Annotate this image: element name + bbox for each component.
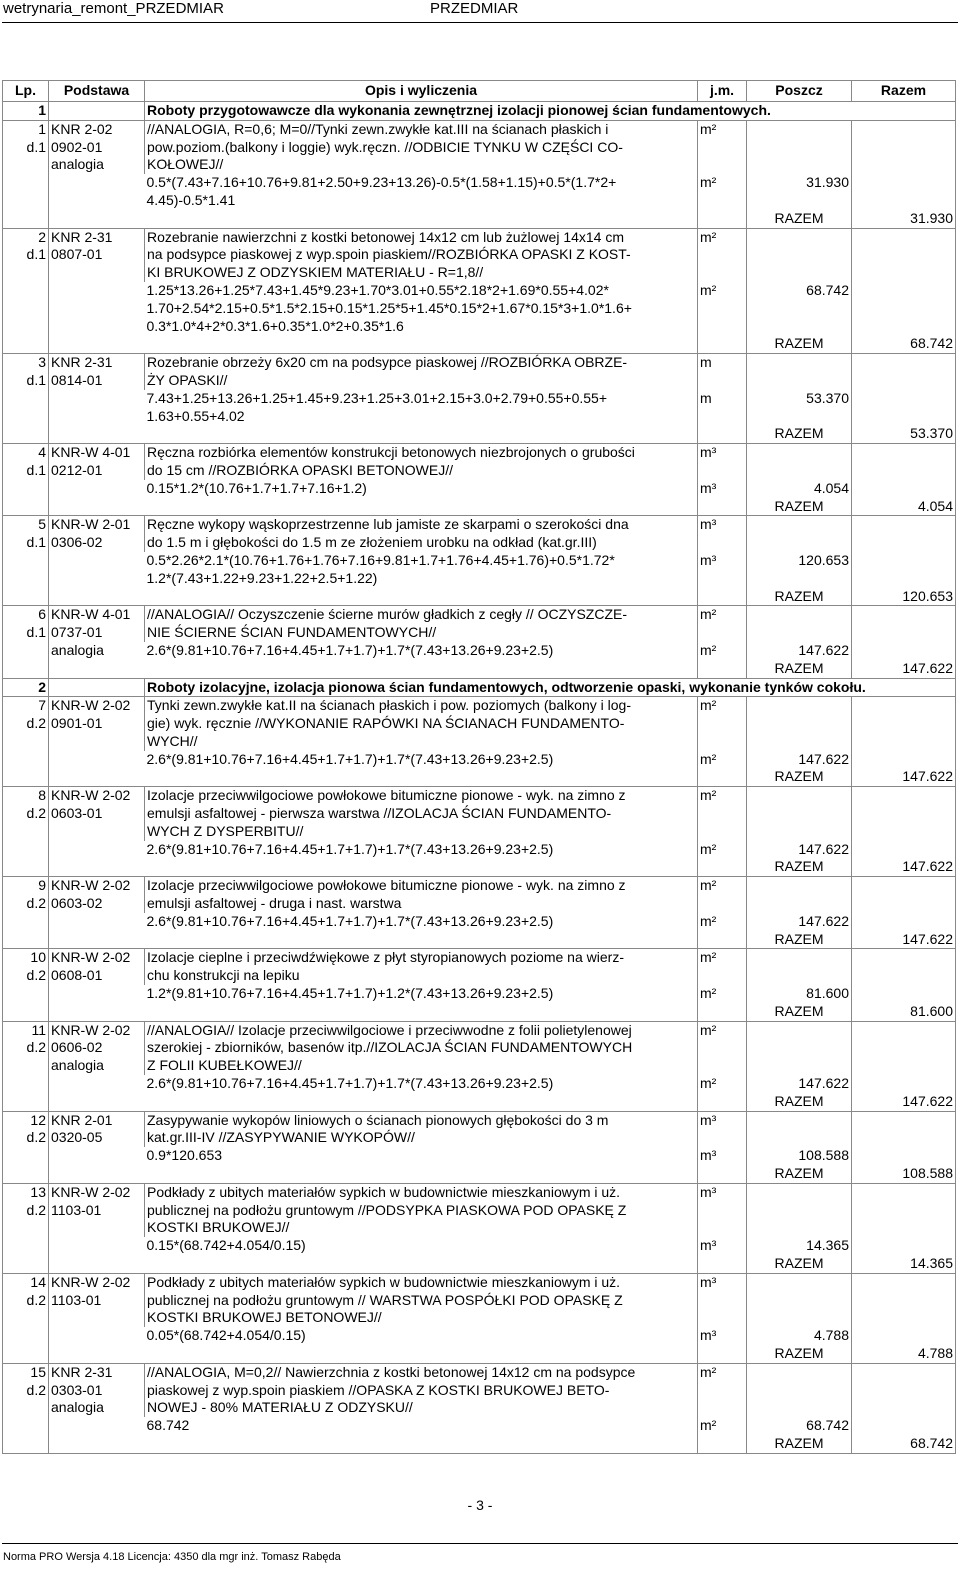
item-poszcz-value: 4.788: [747, 1327, 852, 1345]
item-razem-empty: [852, 751, 956, 769]
item-row: [3, 606, 956, 642]
item-total-empty: [145, 1435, 698, 1453]
item-total-row: [3, 660, 956, 678]
item-poszcz-empty: [747, 354, 852, 390]
item-razem-empty: [852, 174, 956, 210]
item-calc-row: [3, 1075, 956, 1093]
item-lp: 9 d.2: [3, 877, 49, 949]
item-total-empty: [145, 210, 698, 228]
item-total-unit-empty: [698, 588, 747, 606]
item-razem-empty: [852, 354, 956, 390]
item-calc-row: [3, 480, 956, 498]
item-poszcz-value: 68.742: [747, 1417, 852, 1435]
item-razem-empty: [852, 697, 956, 751]
item-razem-empty: [852, 949, 956, 985]
item-lp: 6 d.1: [3, 606, 49, 678]
item-total-empty: [145, 498, 698, 516]
header-title: PRZEDMIAR: [430, 0, 519, 17]
item-total-row: [3, 1003, 956, 1021]
item-calc-unit: m²: [698, 642, 747, 660]
item-unit: m²: [698, 1363, 747, 1417]
item-calc-unit: m²: [698, 1417, 747, 1435]
item-total-empty: [145, 931, 698, 949]
item-row: [3, 1183, 956, 1237]
item-poszcz-empty: [747, 877, 852, 913]
item-calc-row: [3, 985, 956, 1003]
item-poszcz-value: 147.622: [747, 913, 852, 931]
item-calc-unit: m³: [698, 1237, 747, 1255]
item-unit: m²: [698, 1021, 747, 1075]
item-total-label: RAZEM: [747, 335, 852, 353]
item-total-value: 108.588: [852, 1165, 956, 1183]
item-total-unit-empty: [698, 660, 747, 678]
item-calc-row: [3, 552, 956, 588]
item-poszcz-value: 14.365: [747, 1237, 852, 1255]
item-razem-empty: [852, 1237, 956, 1255]
item-description: Podkłady z ubitych materiałów sypkich w budownictwie mieszkaniowym i uż. publicznej na podłożu gruntowym //PODSYPKA PIASKOWA POD OPASKĘ Z KOSTKI BRUKOWEJ//: [145, 1183, 698, 1237]
item-calc-row: [3, 751, 956, 769]
item-lp: 2 d.1: [3, 228, 49, 354]
item-unit: m²: [698, 877, 747, 913]
page-number: - 3 -: [467, 1497, 493, 1513]
item-poszcz-empty: [747, 120, 852, 174]
item-calculation: 0.9*120.653: [146, 1147, 223, 1164]
item-total-empty: [145, 1165, 698, 1183]
item-razem-empty: [852, 1183, 956, 1237]
item-total-label: RAZEM: [747, 498, 852, 516]
item-total-empty: [145, 335, 698, 353]
column-header-podstawa: Podstawa: [49, 81, 145, 102]
item-calc-row: [3, 841, 956, 859]
item-description: Ręczne wykopy wąskoprzestrzenne lub jamiste ze skarpami o szerokości dna do 1.5 m i głębokości do 1.5 m ze złożeniem urobku na odkład (kat.gr.III): [145, 516, 698, 552]
item-total-row: [3, 1165, 956, 1183]
item-calculation: 0.5*(7.43+7.16+10.76+9.81+2.50+9.23+13.26)-0.5*(1.58+1.15)+0.5*(1.7*2+ 4.45)-0.5*1.41: [146, 174, 617, 208]
item-total-label: RAZEM: [747, 1165, 852, 1183]
item-calc-unit: m³: [698, 480, 747, 498]
item-lp: 14 d.2: [3, 1273, 49, 1363]
item-razem-empty: [852, 913, 956, 931]
item-base: KNR-W 4-01 0212-01: [49, 444, 145, 516]
item-base: KNR 2-31 0807-01: [49, 228, 145, 354]
item-total-value: 4.788: [852, 1345, 956, 1363]
item-calc-row: [3, 1417, 956, 1435]
item-calc-unit: m²: [698, 174, 747, 210]
item-total-unit-empty: [698, 768, 747, 786]
item-description: Podkłady z ubitych materiałów sypkich w budownictwie mieszkaniowym i uż. publicznej na podłożu gruntowym // WARSTWA POSPÓŁKI POD OPASKĘ Z KOSTKI BRUKOWEJ BETONOWEJ//: [145, 1273, 698, 1327]
item-row: [3, 516, 956, 552]
item-description: //ANALOGIA// Izolacje przeciwwilgociowe i przeciwwodne z folii polietylenowej szerokiej - zbiorników, basenów itp.//IZOLACJA ŚCIAN FUNDAMENTOWYCH Z FOLII KUBEŁKOWEJ//: [145, 1021, 698, 1075]
item-total-label: RAZEM: [747, 931, 852, 949]
item-calculation: 2.6*(9.81+10.76+7.16+4.45+1.7+1.7)+1.7*(7.43+13.26+9.23+2.5): [146, 840, 554, 857]
item-base: KNR-W 2-01 0306-02: [49, 516, 145, 606]
item-total-empty: [145, 588, 698, 606]
item-total-label: RAZEM: [747, 425, 852, 443]
item-razem-empty: [852, 516, 956, 552]
item-total-row: [3, 1093, 956, 1111]
item-total-unit-empty: [698, 498, 747, 516]
item-calc-row: [3, 913, 956, 931]
item-lp: 12 d.2: [3, 1111, 49, 1183]
cost-estimate-table: [2, 80, 956, 1454]
item-calc-unit: m: [698, 390, 747, 426]
item-razem-empty: [852, 552, 956, 588]
item-calc-row: [3, 282, 956, 335]
item-razem-empty: [852, 1273, 956, 1327]
item-razem-empty: [852, 1075, 956, 1093]
section-number: 1: [3, 102, 49, 121]
item-total-unit-empty: [698, 1435, 747, 1453]
item-calc-unit: m²: [698, 841, 747, 859]
section-title: Roboty izolacyjne, izolacja pionowa ścian fundamentowych, odtworzenie opaski, wykonanie tynków cokołu.: [145, 678, 956, 697]
item-total-unit-empty: [698, 1345, 747, 1363]
item-total-value: 120.653: [852, 588, 956, 606]
item-total-row: [3, 1345, 956, 1363]
item-poszcz-value: 108.588: [747, 1147, 852, 1165]
item-total-row: [3, 1435, 956, 1453]
item-lp: 7 d.2: [3, 697, 49, 787]
item-total-empty: [145, 858, 698, 876]
header-filename: wetrynaria_remont_PRZEDMIAR: [3, 0, 224, 17]
item-description: Rozebranie obrzeży 6x20 cm na podsypce piaskowej //ROZBIÓRKA OBRZE- ŻY OPASKI//: [145, 354, 698, 390]
item-lp: 15 d.2: [3, 1363, 49, 1453]
item-total-row: [3, 858, 956, 876]
item-razem-empty: [852, 1327, 956, 1345]
item-poszcz-empty: [747, 697, 852, 751]
section-title: Roboty przygotowawcze dla wykonania zewnętrznej izolacji pionowej ścian fundamentowych.: [145, 102, 956, 121]
item-base: KNR-W 2-02 0603-02: [49, 877, 145, 949]
item-total-value: 31.930: [852, 210, 956, 228]
item-total-value: 147.622: [852, 660, 956, 678]
item-total-row: [3, 335, 956, 353]
item-total-value: 4.054: [852, 498, 956, 516]
item-description: Izolacje cieplne i przeciwdźwiękowe z płyt styropianowych poziome na wierz- chu konstrukcji na lepiku: [145, 949, 698, 985]
item-total-unit-empty: [698, 210, 747, 228]
item-total-value: 14.365: [852, 1255, 956, 1273]
item-poszcz-value: 68.742: [747, 282, 852, 335]
item-unit: m²: [698, 697, 747, 751]
item-calculation: 1.25*13.26+1.25*7.43+1.45*9.23+1.70*3.01+0.55*2.18*2+1.69*0.55+4.02* 1.70+2.54*2.15+0.5*1.5*2.15+0.15*1.25*5+1.45*0.15*2+1.67*0.15*3+1.0*1.6+ 0.3*1.0*4+2*0.3*1.6+0.35*1.0*2+0.35*1.6: [146, 281, 632, 334]
item-calc-row: [3, 642, 956, 660]
item-poszcz-value: 147.622: [747, 1075, 852, 1093]
item-lp: 3 d.1: [3, 354, 49, 444]
item-description: //ANALOGIA// Oczyszczenie ścierne murów gładkich z cegły // OCZYSZCZE- NIE ŚCIERNE ŚCIAN FUNDAMENTOWYCH//: [145, 606, 698, 642]
item-unit: m²: [698, 228, 747, 282]
item-calc-unit: m²: [698, 751, 747, 769]
item-razem-empty: [852, 606, 956, 642]
item-calc-unit: m²: [698, 1075, 747, 1093]
item-base: KNR-W 2-02 0608-01: [49, 949, 145, 1021]
item-row: [3, 1363, 956, 1417]
item-razem-empty: [852, 1147, 956, 1165]
column-header-opis: Opis i wyliczenia: [145, 81, 698, 102]
item-poszcz-value: 4.054: [747, 480, 852, 498]
section-empty-cell: [49, 102, 145, 121]
item-total-value: 53.370: [852, 425, 956, 443]
item-razem-empty: [852, 228, 956, 282]
item-total-value: 147.622: [852, 931, 956, 949]
item-lp: 4 d.1: [3, 444, 49, 516]
column-header-razem: Razem: [852, 81, 956, 102]
item-poszcz-empty: [747, 1183, 852, 1237]
item-total-unit-empty: [698, 1255, 747, 1273]
item-total-label: RAZEM: [747, 1093, 852, 1111]
item-unit: m³: [698, 1273, 747, 1327]
item-poszcz-value: 120.653: [747, 552, 852, 588]
item-total-label: RAZEM: [747, 1345, 852, 1363]
item-lp: 5 d.1: [3, 516, 49, 606]
item-lp: 13 d.2: [3, 1183, 49, 1273]
item-lp: 10 d.2: [3, 949, 49, 1021]
item-total-unit-empty: [698, 858, 747, 876]
item-unit: m²: [698, 120, 747, 174]
item-poszcz-empty: [747, 1021, 852, 1075]
item-description: Rozebranie nawierzchni z kostki betonowej 14x12 cm lub żużlowej 14x14 cm na podsypce piaskowej z wyp.spoin piaskiem//ROZBIÓRKA OPASKI Z KOST- KI BRUKOWEJ Z ODZYSKIEM MATERIAŁU - R=1,8//: [145, 228, 698, 282]
item-base: KNR 2-01 0320-05: [49, 1111, 145, 1183]
item-razem-empty: [852, 985, 956, 1003]
item-calc-unit: m³: [698, 552, 747, 588]
item-total-empty: [145, 1093, 698, 1111]
item-total-empty: [145, 1255, 698, 1273]
item-calculation: 0.05*(68.742+4.054/0.15): [146, 1327, 306, 1344]
item-razem-empty: [852, 480, 956, 498]
item-calc-row: [3, 1147, 956, 1165]
item-calculation: 0.15*1.2*(10.76+1.7+1.7+7.16+1.2): [146, 479, 367, 496]
item-poszcz-empty: [747, 949, 852, 985]
item-total-unit-empty: [698, 931, 747, 949]
item-total-row: [3, 1255, 956, 1273]
item-base: KNR-W 2-02 1103-01: [49, 1183, 145, 1273]
item-unit: m³: [698, 444, 747, 480]
item-description: Izolacje przeciwwilgociowe powłokowe bitumiczne pionowe - wyk. na zimno z emulsji asfaltowej - druga i nast. warstwa: [145, 877, 698, 913]
section-empty-cell: [49, 678, 145, 697]
item-calculation: 2.6*(9.81+10.76+7.16+4.45+1.7+1.7)+1.7*(7.43+13.26+9.23+2.5): [146, 912, 554, 929]
item-total-label: RAZEM: [747, 660, 852, 678]
header-divider: [2, 22, 958, 23]
item-poszcz-empty: [747, 516, 852, 552]
item-total-label: RAZEM: [747, 210, 852, 228]
column-header-poszcz: Poszcz: [747, 81, 852, 102]
item-total-row: [3, 210, 956, 228]
item-total-value: 81.600: [852, 1003, 956, 1021]
item-base: KNR-W 2-02 1103-01: [49, 1273, 145, 1363]
item-razem-empty: [852, 1417, 956, 1435]
item-razem-empty: [852, 1021, 956, 1075]
item-poszcz-empty: [747, 1111, 852, 1147]
item-total-empty: [145, 660, 698, 678]
item-razem-empty: [852, 444, 956, 480]
item-poszcz-value: 147.622: [747, 751, 852, 769]
item-total-row: [3, 425, 956, 443]
item-unit: m: [698, 354, 747, 390]
item-description: Izolacje przeciwwilgociowe powłokowe bitumiczne pionowe - wyk. na zimno z emulsji asfaltowej - pierwsza warstwa //IZOLACJA ŚCIAN FUNDAMENTO- WYCH Z DYSPERBITU//: [145, 787, 698, 841]
item-calc-row: [3, 1237, 956, 1255]
item-description: //ANALOGIA, M=0,2// Nawierzchnia z kostki betonowej 14x12 cm na podsypce piaskowej z wyp.spoin piaskiem //OPASKA Z KOSTKI BRUKOWEJ BETO- NOWEJ - 80% MATERIAŁU Z ODZYSKU//: [145, 1363, 698, 1417]
item-calculation: 7.43+1.25+13.26+1.25+1.45+9.23+1.25+3.01+2.15+3.0+2.79+0.55+0.55+ 1.63+0.55+4.02: [146, 389, 608, 424]
section-number: 2: [3, 678, 49, 697]
item-unit: m²: [698, 949, 747, 985]
item-total-value: 68.742: [852, 335, 956, 353]
item-razem-empty: [852, 787, 956, 841]
item-unit: m³: [698, 1183, 747, 1237]
item-razem-empty: [852, 120, 956, 174]
item-total-unit-empty: [698, 1003, 747, 1021]
item-poszcz-empty: [747, 228, 852, 282]
item-calculation: 2.6*(9.81+10.76+7.16+4.45+1.7+1.7)+1.7*(7.43+13.26+9.23+2.5): [146, 750, 554, 767]
item-lp: 11 d.2: [3, 1021, 49, 1111]
item-poszcz-value: 147.622: [747, 642, 852, 660]
section-row: [3, 102, 956, 121]
item-poszcz-empty: [747, 444, 852, 480]
item-base: KNR-W 2-02 0901-01: [49, 697, 145, 787]
item-total-label: RAZEM: [747, 1435, 852, 1453]
item-row: [3, 877, 956, 913]
item-total-label: RAZEM: [747, 588, 852, 606]
item-calculation: 1.2*(9.81+10.76+7.16+4.45+1.7+1.7)+1.2*(7.43+13.26+9.23+2.5): [146, 985, 554, 1002]
item-description: Ręczna rozbiórka elementów konstrukcji betonowych niezbrojonych o grubości do 15 cm //ROZBIÓRKA OPASKI BETONOWEJ//: [145, 444, 698, 480]
item-calculation: 0.15*(68.742+4.054/0.15): [146, 1237, 306, 1254]
item-calc-unit: m²: [698, 985, 747, 1003]
item-total-unit-empty: [698, 1093, 747, 1111]
column-header-lp: Lp.: [3, 81, 49, 102]
item-poszcz-value: 31.930: [747, 174, 852, 210]
item-total-value: 147.622: [852, 768, 956, 786]
column-header-jm: j.m.: [698, 81, 747, 102]
section-row: [3, 678, 956, 697]
item-poszcz-empty: [747, 1363, 852, 1417]
item-unit: m²: [698, 787, 747, 841]
item-row: [3, 120, 956, 174]
item-unit: m³: [698, 516, 747, 552]
table-header-row: [3, 81, 956, 102]
item-unit: m²: [698, 606, 747, 642]
license-text: Norma PRO Wersja 4.18 Licencja: 4350 dla mgr inż. Tomasz Rabęda: [3, 1551, 341, 1563]
item-razem-empty: [852, 877, 956, 913]
item-base: KNR 2-02 0902-01 analogia: [49, 120, 145, 228]
footer-divider: [2, 1543, 958, 1544]
item-base: KNR 2-31 0303-01 analogia: [49, 1363, 145, 1453]
item-total-value: 147.622: [852, 1093, 956, 1111]
item-total-empty: [145, 425, 698, 443]
item-total-row: [3, 931, 956, 949]
item-total-row: [3, 588, 956, 606]
item-description: Tynki zewn.zwykłe kat.II na ścianach płaskich i pow. poziomych (balkony i log- gie) wyk. ręcznie //WYKONANIE RAPÓWKI NA ŚCIANACH FUNDAMENTO- WYCH//: [145, 697, 698, 751]
item-base: KNR-W 2-02 0606-02 analogia: [49, 1021, 145, 1111]
item-row: [3, 354, 956, 390]
item-total-value: 68.742: [852, 1435, 956, 1453]
item-poszcz-value: 81.600: [747, 985, 852, 1003]
item-base: KNR-W 4-01 0737-01 analogia: [49, 606, 145, 678]
item-total-label: RAZEM: [747, 768, 852, 786]
item-poszcz-empty: [747, 787, 852, 841]
item-row: [3, 1273, 956, 1327]
item-base: KNR-W 2-02 0603-01: [49, 787, 145, 877]
item-total-unit-empty: [698, 425, 747, 443]
item-calculation: 0.5*2.26*2.1*(10.76+1.76+1.76+7.16+9.81+1.7+1.76+4.45+1.76)+0.5*1.72* 1.2*(7.43+1.22+9.23+1.22+2.5+1.22): [146, 551, 615, 586]
item-razem-empty: [852, 841, 956, 859]
item-row: [3, 787, 956, 841]
item-calculation: 2.6*(9.81+10.76+7.16+4.45+1.7+1.7)+1.7*(7.43+13.26+9.23+2.5): [146, 641, 554, 658]
item-description: Zasypywanie wykopów liniowych o ścianach pionowych głębokości do 3 m kat.gr.III-IV //ZASYPYWANIE WYKOPÓW//: [145, 1111, 698, 1147]
item-row: [3, 697, 956, 751]
item-calc-unit: m³: [698, 1327, 747, 1345]
item-poszcz-value: 147.622: [747, 841, 852, 859]
item-total-row: [3, 498, 956, 516]
item-calc-row: [3, 174, 956, 210]
item-razem-empty: [852, 282, 956, 335]
item-total-label: RAZEM: [747, 858, 852, 876]
item-calc-unit: m²: [698, 913, 747, 931]
item-razem-empty: [852, 390, 956, 426]
item-row: [3, 1111, 956, 1147]
item-total-empty: [145, 1345, 698, 1363]
item-lp: 1 d.1: [3, 120, 49, 228]
item-razem-empty: [852, 1111, 956, 1147]
item-calc-unit: m³: [698, 1147, 747, 1165]
item-row: [3, 228, 956, 282]
item-total-row: [3, 768, 956, 786]
item-row: [3, 444, 956, 480]
item-calculation: 68.742: [146, 1417, 190, 1434]
item-total-value: 147.622: [852, 858, 956, 876]
item-total-label: RAZEM: [747, 1255, 852, 1273]
item-poszcz-empty: [747, 1273, 852, 1327]
item-poszcz-empty: [747, 606, 852, 642]
item-calculation: 2.6*(9.81+10.76+7.16+4.45+1.7+1.7)+1.7*(7.43+13.26+9.23+2.5): [146, 1075, 554, 1092]
item-razem-empty: [852, 1363, 956, 1417]
item-calc-unit: m²: [698, 282, 747, 335]
item-row: [3, 949, 956, 985]
item-calc-row: [3, 1327, 956, 1345]
item-razem-empty: [852, 642, 956, 660]
item-row: [3, 1021, 956, 1075]
item-calc-row: [3, 390, 956, 426]
item-total-empty: [145, 1003, 698, 1021]
item-poszcz-value: 53.370: [747, 390, 852, 426]
item-total-unit-empty: [698, 1165, 747, 1183]
item-lp: 8 d.2: [3, 787, 49, 877]
item-description: //ANALOGIA, R=0,6; M=0//Tynki zewn.zwykłe kat.III na ścianach płaskich i pow.poziom.(balkony i loggie) wyk.ręczn. //ODBICIE TYNKU W CZĘŚCI CO- KOŁOWEJ//: [145, 120, 698, 174]
item-total-label: RAZEM: [747, 1003, 852, 1021]
item-total-empty: [145, 768, 698, 786]
item-base: KNR 2-31 0814-01: [49, 354, 145, 444]
item-unit: m³: [698, 1111, 747, 1147]
item-total-unit-empty: [698, 335, 747, 353]
